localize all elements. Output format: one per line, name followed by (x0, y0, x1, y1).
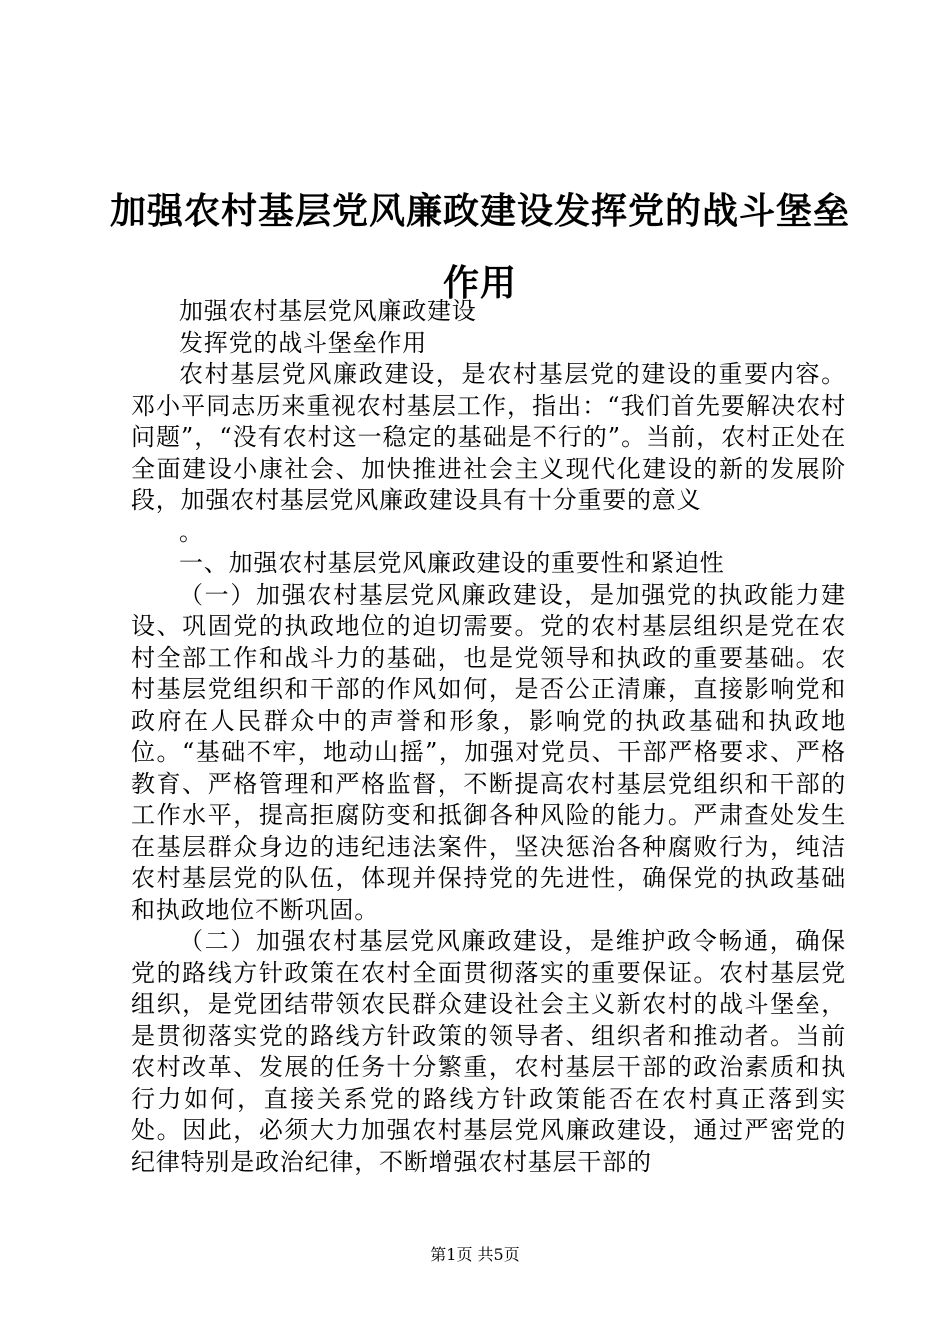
title-line-2: 作用 (442, 263, 517, 304)
paragraph-1: （一）加强农村基层党风廉政建设，是加强党的执政能力建设、巩固党的执政地位的迫切需要。党的农村基层组织是党在农村全部工作和战斗力的基础，也是党领导和执政的重要基础。农村基层党组织和干部的作风如何，是否公正清廉，直接影响党和政府在人民群众中的声誉和形象，影响党的执政基础和执政地位。“基础不牢，地动山摇”，加强对党员、干部严格要求、严格教育、严格管理和严格监督，不断提高农村基层党组织和干部的工作水平，提高拒腐防变和抵御各种风险的能力。严肃查处发生在基层群众身边的违纪违法案件，坚决惩治各种腐败行为，纯洁农村基层党的队伍，体现并保持党的先进性，确保党的执政基础和执政地位不断巩固。 (131, 580, 846, 924)
page-footer: 第1页 共5页 (430, 1245, 520, 1264)
document-body (131, 296, 846, 1178)
intro-period: 。 (179, 517, 204, 546)
intro-paragraph: 农村基层党风廉政建设，是农村基层党的建设的重要内容。邓小平同志历来重视农村基层工作，指出：“我们首先要解决农村问题”，“没有农村这一稳定的基础是不行的”。当前，农村正处在全面建设小康社会、加快推进社会主义现代化建设的新的发展阶段，加强农村基层党风廉政建设具有十分重要的意义 (131, 360, 846, 514)
subtitle-2: 发挥党的战斗堡垒作用 (179, 328, 427, 357)
paragraph-2: （二）加强农村基层党风廉政建设，是维护政令畅通，确保党的路线方针政策在农村全面贯彻落实的重要保证。农村基层党组织，是党团结带领农民群众建设社会主义新农村的战斗堡垒，是贯彻落实党的路线方针政策的领导者、组织者和推动者。当前农村改革、发展的任务十分繁重，农村基层干部的政治素质和执行力如何，直接关系党的路线方针政策能否在农村真正落到实处。因此，必须大力加强农村基层党风廉政建设，通过严密党的纪律特别是政治纪律，不断增强农村基层干部的 (131, 927, 846, 1176)
section-heading-1: 一、加强农村基层党风廉政建设的重要性和紧迫性 (179, 549, 725, 577)
title-line-1: 加强农村基层党风廉政建设发挥党的战斗堡垒 (109, 191, 850, 232)
subtitle-1: 加强农村基层党风廉政建设 (179, 297, 477, 325)
